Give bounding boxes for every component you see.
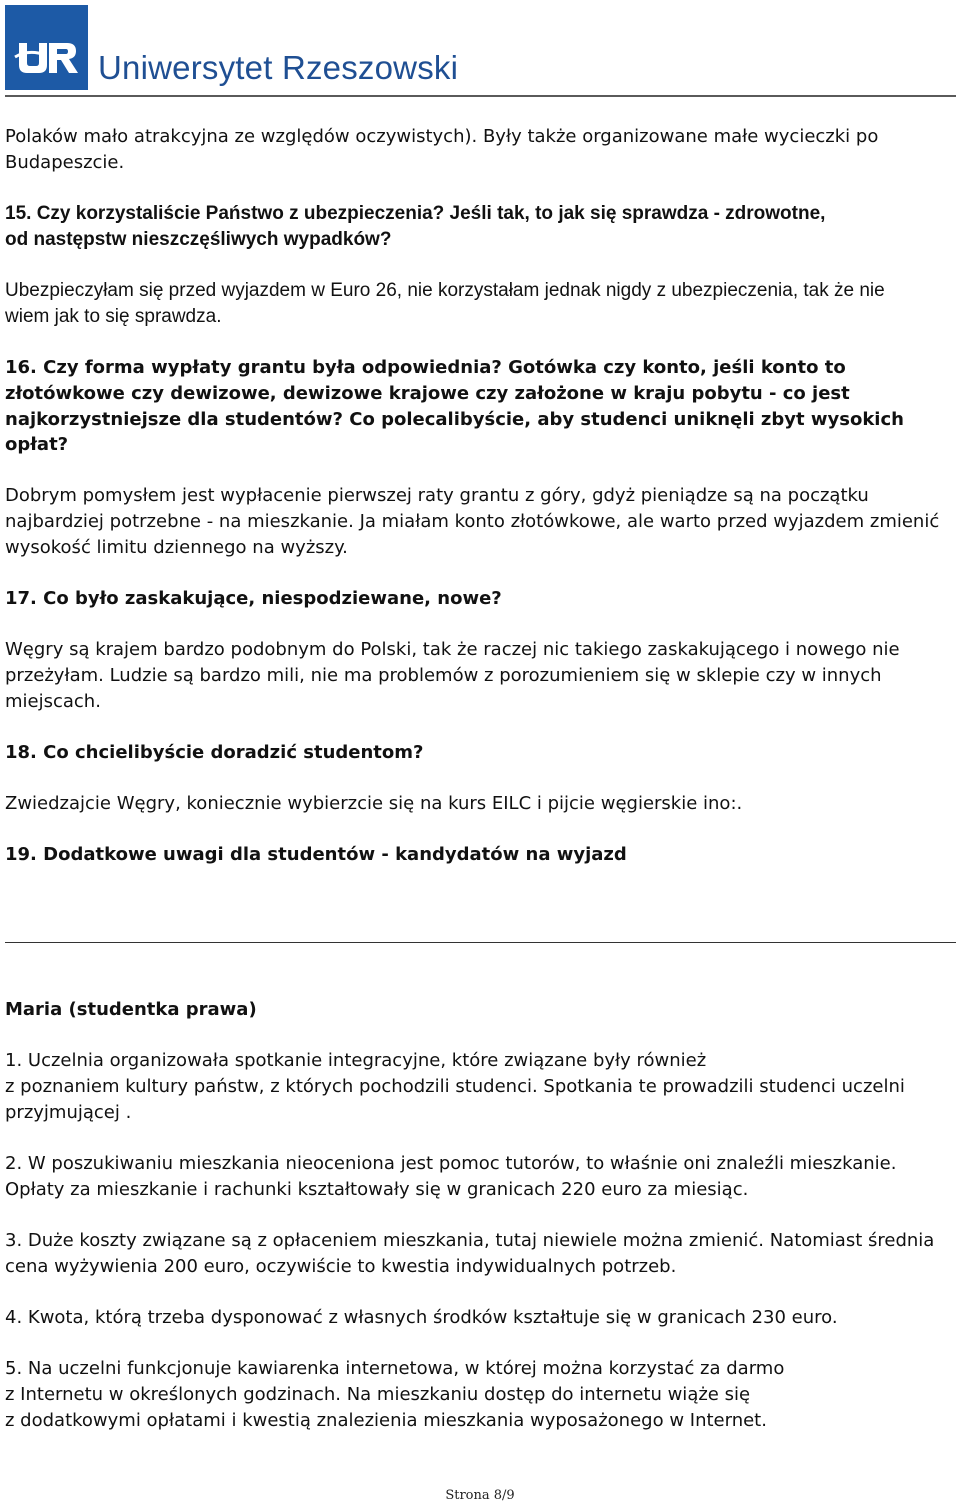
question-16 (5, 355, 955, 458)
text-line: wysokość limitu dziennego na wyższy. (5, 536, 348, 558)
text-line: 1. Uczelnia organizowała spotkanie integracyjne, które związane były również (5, 1050, 707, 1071)
text-line: 4. Kwota, którą trzeba dysponować z własnych środków kształtuje się w granicach 230 euro. (5, 1307, 838, 1328)
text-line: przyjmującej . (5, 1101, 132, 1123)
answer-18 (5, 791, 955, 817)
question-15 (5, 201, 955, 253)
question-18 (5, 740, 955, 766)
maria-answer-5 (5, 1356, 955, 1433)
university-logo-icon (5, 5, 88, 90)
text-line: złotówkowe czy dewizowe, dewizowe krajowe czy założone w kraju pobytu - co jest (5, 382, 850, 404)
text-line: Budapeszcie. (5, 151, 125, 173)
maria-answer-4 (5, 1305, 955, 1331)
answer-16 (5, 483, 955, 560)
text-line: z dodatkowymi opłatami i kwestią znalezienia mieszkania wyposażonego w Internet. (5, 1409, 767, 1431)
text-line: 18. Co chcielibyście doradzić studentom? (5, 742, 424, 763)
text-line: 15. Czy korzystaliście Państwo z ubezpieczenia? Jeśli tak, to jak się sprawdza - zdrowotne, (5, 203, 826, 224)
page-number: Strona 8/9 (445, 1488, 515, 1503)
text-line: najkorzystniejsze dla studentów? Co polecalibyście, aby studenci uniknęli zbyt wysokich (5, 408, 904, 430)
text-line: Węgry są krajem bardzo podobnym do Polski, tak że raczej nic takiego zaskakującego i nowego nie (5, 639, 900, 660)
answer-17 (5, 637, 955, 714)
header-rule (5, 95, 956, 97)
question-19 (5, 842, 955, 868)
text-line: miejscach. (5, 690, 101, 712)
section-divider (5, 942, 956, 943)
text-line: 2. W poszukiwaniu mieszkania nieoceniona jest pomoc tutorów, to właśnie oni znaleźli mieszkanie. (5, 1153, 897, 1174)
text-line: opłat? (5, 434, 69, 456)
maria-heading (5, 997, 955, 1023)
text-line: przeżyłam. Ludzie są bardzo mili, nie ma problemów z porozumieniem się w sklepie czy w innych (5, 664, 882, 686)
text-line: z poznaniem kultury państw, z których pochodzili studenci. Spotkania te prowadzili studenci uczelni (5, 1075, 905, 1097)
text-line: najbardziej potrzebne - na mieszkanie. Ja miałam konto złotówkowe, ale warto przed wyjazdem zmienić (5, 510, 940, 532)
text-line: 3. Duże koszty związane są z opłaceniem mieszkania, tutaj niewiele można zmienić. Natomiast średnia (5, 1230, 935, 1251)
text-line: cena wyżywienia 200 euro, oczywiście to kwestia indywidualnych potrzeb. (5, 1255, 677, 1277)
text-line: 17. Co było zaskakujące, niespodziewane, nowe? (5, 588, 502, 609)
text-line: Zwiedzajcie Węgry, koniecznie wybierzcie się na kurs EILC i pijcie węgierskie ino:. (5, 793, 743, 814)
maria-answer-3 (5, 1228, 955, 1280)
university-name: Uniwersytet Rzeszowski (98, 49, 459, 86)
text-line: Ubezpieczyłam się przed wyjazdem w Euro 26, nie korzystałam jednak nigdy z ubezpieczenia, tak że nie (5, 280, 885, 301)
answer-15 (5, 278, 955, 330)
text-line: 16. Czy forma wypłaty grantu była odpowiednia? Gotówka czy konto, jeśli konto to (5, 357, 846, 378)
text-line: od następstw nieszczęśliwych wypadków? (5, 228, 392, 250)
text-line: wiem jak to się sprawdza. (5, 305, 222, 327)
text-line: Polaków mało atrakcyjna ze względów oczywistych). Były także organizowane małe wycieczki po (5, 126, 879, 147)
text-line: 5. Na uczelni funkcjonuje kawiarenka internetowa, w której można korzystać za darmo (5, 1358, 785, 1379)
question-17 (5, 586, 955, 612)
text-line: Opłaty za mieszkanie i rachunki kształtowały się w granicach 220 euro za miesiąc. (5, 1178, 749, 1200)
maria-answer-1 (5, 1048, 955, 1125)
maria-answer-2 (5, 1151, 955, 1203)
text-line: z Internetu w określonych godzinach. Na mieszkaniu dostęp do internetu wiąże się (5, 1383, 751, 1405)
text-line: 19. Dodatkowe uwagi dla studentów - kandydatów na wyjazd (5, 844, 627, 865)
text-line: Dobrym pomysłem jest wypłacenie pierwszej raty grantu z góry, gdyż pieniądze są na początku (5, 485, 869, 506)
text-line: Maria (studentka prawa) (5, 999, 257, 1020)
page-header (0, 0, 960, 100)
intro-paragraph (5, 124, 955, 176)
